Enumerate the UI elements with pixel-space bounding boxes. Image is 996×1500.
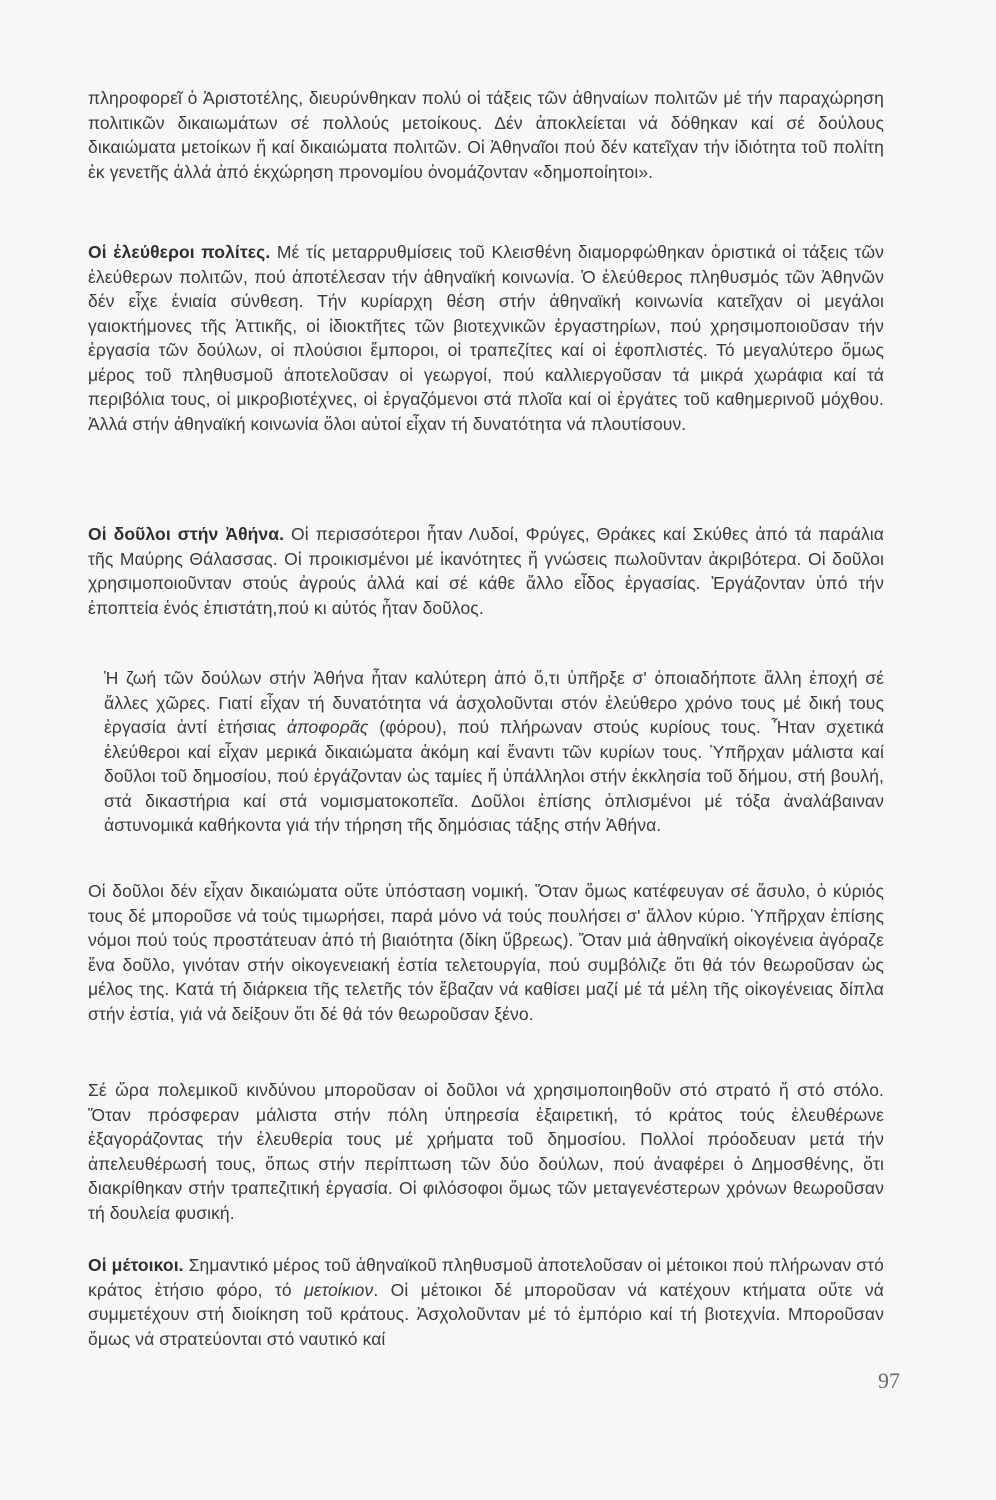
paragraph-text: Μέ τίς μεταρρυθμίσεις τοῦ Κλεισθένη διαμορφώθηκαν ὁριστικά οἱ τάξεις τῶν ἐλεύθερων πολιτῶν, πού ἀποτέλεσαν τήν ἀθηναϊκή κοινωνία. Ὁ ἐλεύθερος πληθυσμός τῶν Ἀθηνῶν δέν εἶχε ἑνιαία σύνθεση. Τήν κυρίαρχη θέση στήν ἀθηναϊκή κοινωνία κατεῖχαν οἱ μεγάλοι γαιοκτήμονες τῆς Ἀττικῆς, οἱ ἰδιοκτῆτες τῶν βιοτεχνικῶν ἐργαστηρίων, πού χρησιμοποιοῦσαν τήν ἐργασία τῶν δούλων, οἱ πλούσιοι ἔμποροι, οἱ τραπεζίτες καί οἱ ἐφοπλιστές. Τό μεγαλύτερο ὅμως μέρος τοῦ πληθυσμοῦ ἀποτελοῦσαν οἱ γεωργοί, πού καλλιεργοῦσαν τά μικρά χωράφια καί τά περιβόλια τους, οἱ μικροβιοτέχνες, οἱ ἐργαζόμενοι στά πλοῖα καί οἱ ἐργάτες τοῦ καθημερινοῦ μόχθου. Ἀλλά στήν ἀθηναϊκή κοινωνία ὅλοι αὐτοί εἶχαν τή δυνατότητα νά πλουτίσουν.: [88, 242, 885, 434]
paragraph-free-citizens: [88, 240, 884, 436]
paragraph-text: . Οἱ μέτοικοι δέ μποροῦσαν νά κατέχουν κτήματα οὔτε νά συμμετέχουν στή διοίκηση τοῦ κράτους. Ἀσχολοῦνταν μέ τό ἐμπόριο καί τή βιοτεχνία. Μποροῦσαν ὅμως νά στρατεύονται στό ναυτικό καί: [88, 1279, 884, 1349]
section-heading-slaves: Οἱ δοῦλοι στήν Ἀθήνα.: [88, 524, 285, 544]
paragraph-text: Σέ ὥρα πολεμικοῦ κινδύνου μποροῦσαν οἱ δοῦλοι νά χρησιμοποιηθοῦν στό στρατό ἤ στό στόλο. Ὅταν πρόσφεραν μάλιστα στήν πόλη ὑπηρεσία ἐξαιρετική, τό κράτος τούς ἐλευθέρωνε ἐξαγοράζοντας τήν ἐλευθερία τους μέ χρήματα τοῦ δημοσίου. Πολλοί πρόοδευαν μετά τήν ἀπελευθέρωσή τους, ὅπως στήν περίπτωση τῶν δύο δούλων, πού ἀναφέρει ὁ Δημοσθένης, ὅτι διακρίθηκαν στήν τραπεζιτική ἐργασία. Οἱ φιλόσοφοι ὅμως τῶν μεταγενέστερων χρόνων θεωροῦσαν τή δουλεία φυσική.: [88, 1080, 884, 1223]
paragraph-intro: [88, 86, 884, 184]
paragraph-text: Σημαντικό μέρος τοῦ ἀθηναϊκοῦ πληθυσμοῦ ἀποτελοῦσαν οἱ μέτοικοι πού πλήρωναν στό κράτος ἐτήσιο φόρο, τό: [88, 1255, 885, 1300]
paragraph-metics: [88, 1253, 884, 1351]
paragraph-text: (φόρου), πού πλήρωναν στούς κυρίους τους. Ἦταν σχετικά ἐλεύθεροι καί εἶχαν μερικά δικαιώματα ἀκόμη καί ἔναντι τῶν κυρίων τους. Ὑπῆρχαν μάλιστα καί δοῦλοι τοῦ δημοσίου, πού ἐργάζονταν ὡς ταμίες ἤ ὑπάλληλοι στήν ἐκκλησία τοῦ δήμου, στή βουλή, στά δικαστήρια καί στά νομισματοκοπεῖα. Δοῦλοι ἐπίσης ὁπλισμένοι μέ τόξα ἀναλάβαιναν ἀστυνομικά καθήκοντα γιά τήν τήρηση τῆς δημόσιας τάξης στήν Ἀθήνα.: [104, 717, 884, 835]
paragraph-text: Ἡ ζωή τῶν δούλων στήν Ἀθήνα ἦταν καλύτερη ἀπό ὅ,τι ὑπῆρξε σ' ὁποιαδήποτε ἄλλη ἐποχή σέ ἄλλες χῶρες. Γιατί εἶχαν τή δυνατότητα νά ἀσχολοῦνται στόν ἐλεύθερο χρόνο τους μέ δική τους ἐργασία ἀντί ἐτήσιας: [104, 668, 884, 737]
paragraph-war-service: [88, 1078, 884, 1225]
italic-term: μετοίκιον: [304, 1279, 374, 1300]
paragraph-text: Οἱ περισσότεροι ἦταν Λυδοί, Φρύγες, Θράκες καί Σκύθες ἀπό τά παράλια τῆς Μαύρης Θάλασσας. Οἱ προικισμένοι μέ ἱκανότητες ἤ γνώσεις πωλοῦνταν ἀκριβότερα. Οἱ δοῦλοι χρησιμοποιοῦνταν στούς ἀγρούς ἀλλά καί σέ κάθε ἄλλο εἶδος ἐργασίας. Ἐργάζονταν ὑπό τήν ἐποπτεία ἑνός ἐπιστάτη,πού κι αὐτός ἦταν δοῦλος.: [88, 524, 885, 618]
section-heading-free-citizens: Οἱ ἐλεύθεροι πολίτες.: [88, 242, 271, 262]
italic-term: ἀποφορᾶς: [286, 717, 369, 737]
section-heading-metics: Οἱ μέτοικοι.: [88, 1255, 184, 1275]
paragraph-text: Οἱ δοῦλοι δέν εἶχαν δικαιώματα οὔτε ὑπόσταση νομική. Ὅταν ὅμως κατέφευγαν σέ ἄσυλο, ὁ κύριός τους δέ μποροῦσε νά τούς τιμωρήσει, παρά μόνο νά τούς πουλήσει σ' ἄλλον κύριο. Ὑπῆρχαν ἐπίσης νόμοι πού τούς προστάτευαν ἀπό τή βιαιότητα (δίκη ὕβρεως). Ὅταν μιά ἀθηναϊκή οἰκογένεια ἀγόραζε ἕνα δοῦλο, γινόταν στήν οἰκογενειακή ἑστία τελετουργία, πού συμβόλιζε ὅτι θά τόν θεωροῦσαν ὡς μέλος της. Κατά τή διάρκεια τῆς τελετῆς τόν ἔβαζαν νά καθίσει μαζί μέ τά μέλη τῆς οἰκογένειας δίπλα στήν ἑστία, γιά νά δείξουν ὅτι δέ θά τόν θεωροῦσαν ξένο.: [88, 881, 884, 1024]
paragraph-slaves-athens: [88, 522, 884, 620]
paragraph-text: πληροφορεῖ ὁ Ἀριστοτέλης, διευρύνθηκαν πολύ οἱ τάξεις τῶν ἀθηναίων πολιτῶν μέ τήν παραχώρηση πολιτικῶν δικαιωμάτων σέ πολλούς μετοίκους. Δέν ἀποκλείεται νά δόθηκαν καί σέ δούλους δικαιώματα μετοίκων ἤ καί δικαιώματα πολιτῶν. Οἱ Ἀθηναῖοι πού δέν κατεῖχαν τήν ἰδιότητα τοῦ πολίτη ἐκ γενετῆς ἀλλά ἀπό ἐκχώρηση προνομίου ὀνομάζονταν «δημοποίητοι».: [88, 88, 884, 182]
paragraph-slave-life: [104, 666, 884, 838]
page-number: 97: [878, 1368, 900, 1393]
paragraph-slave-rights: [88, 879, 884, 1026]
